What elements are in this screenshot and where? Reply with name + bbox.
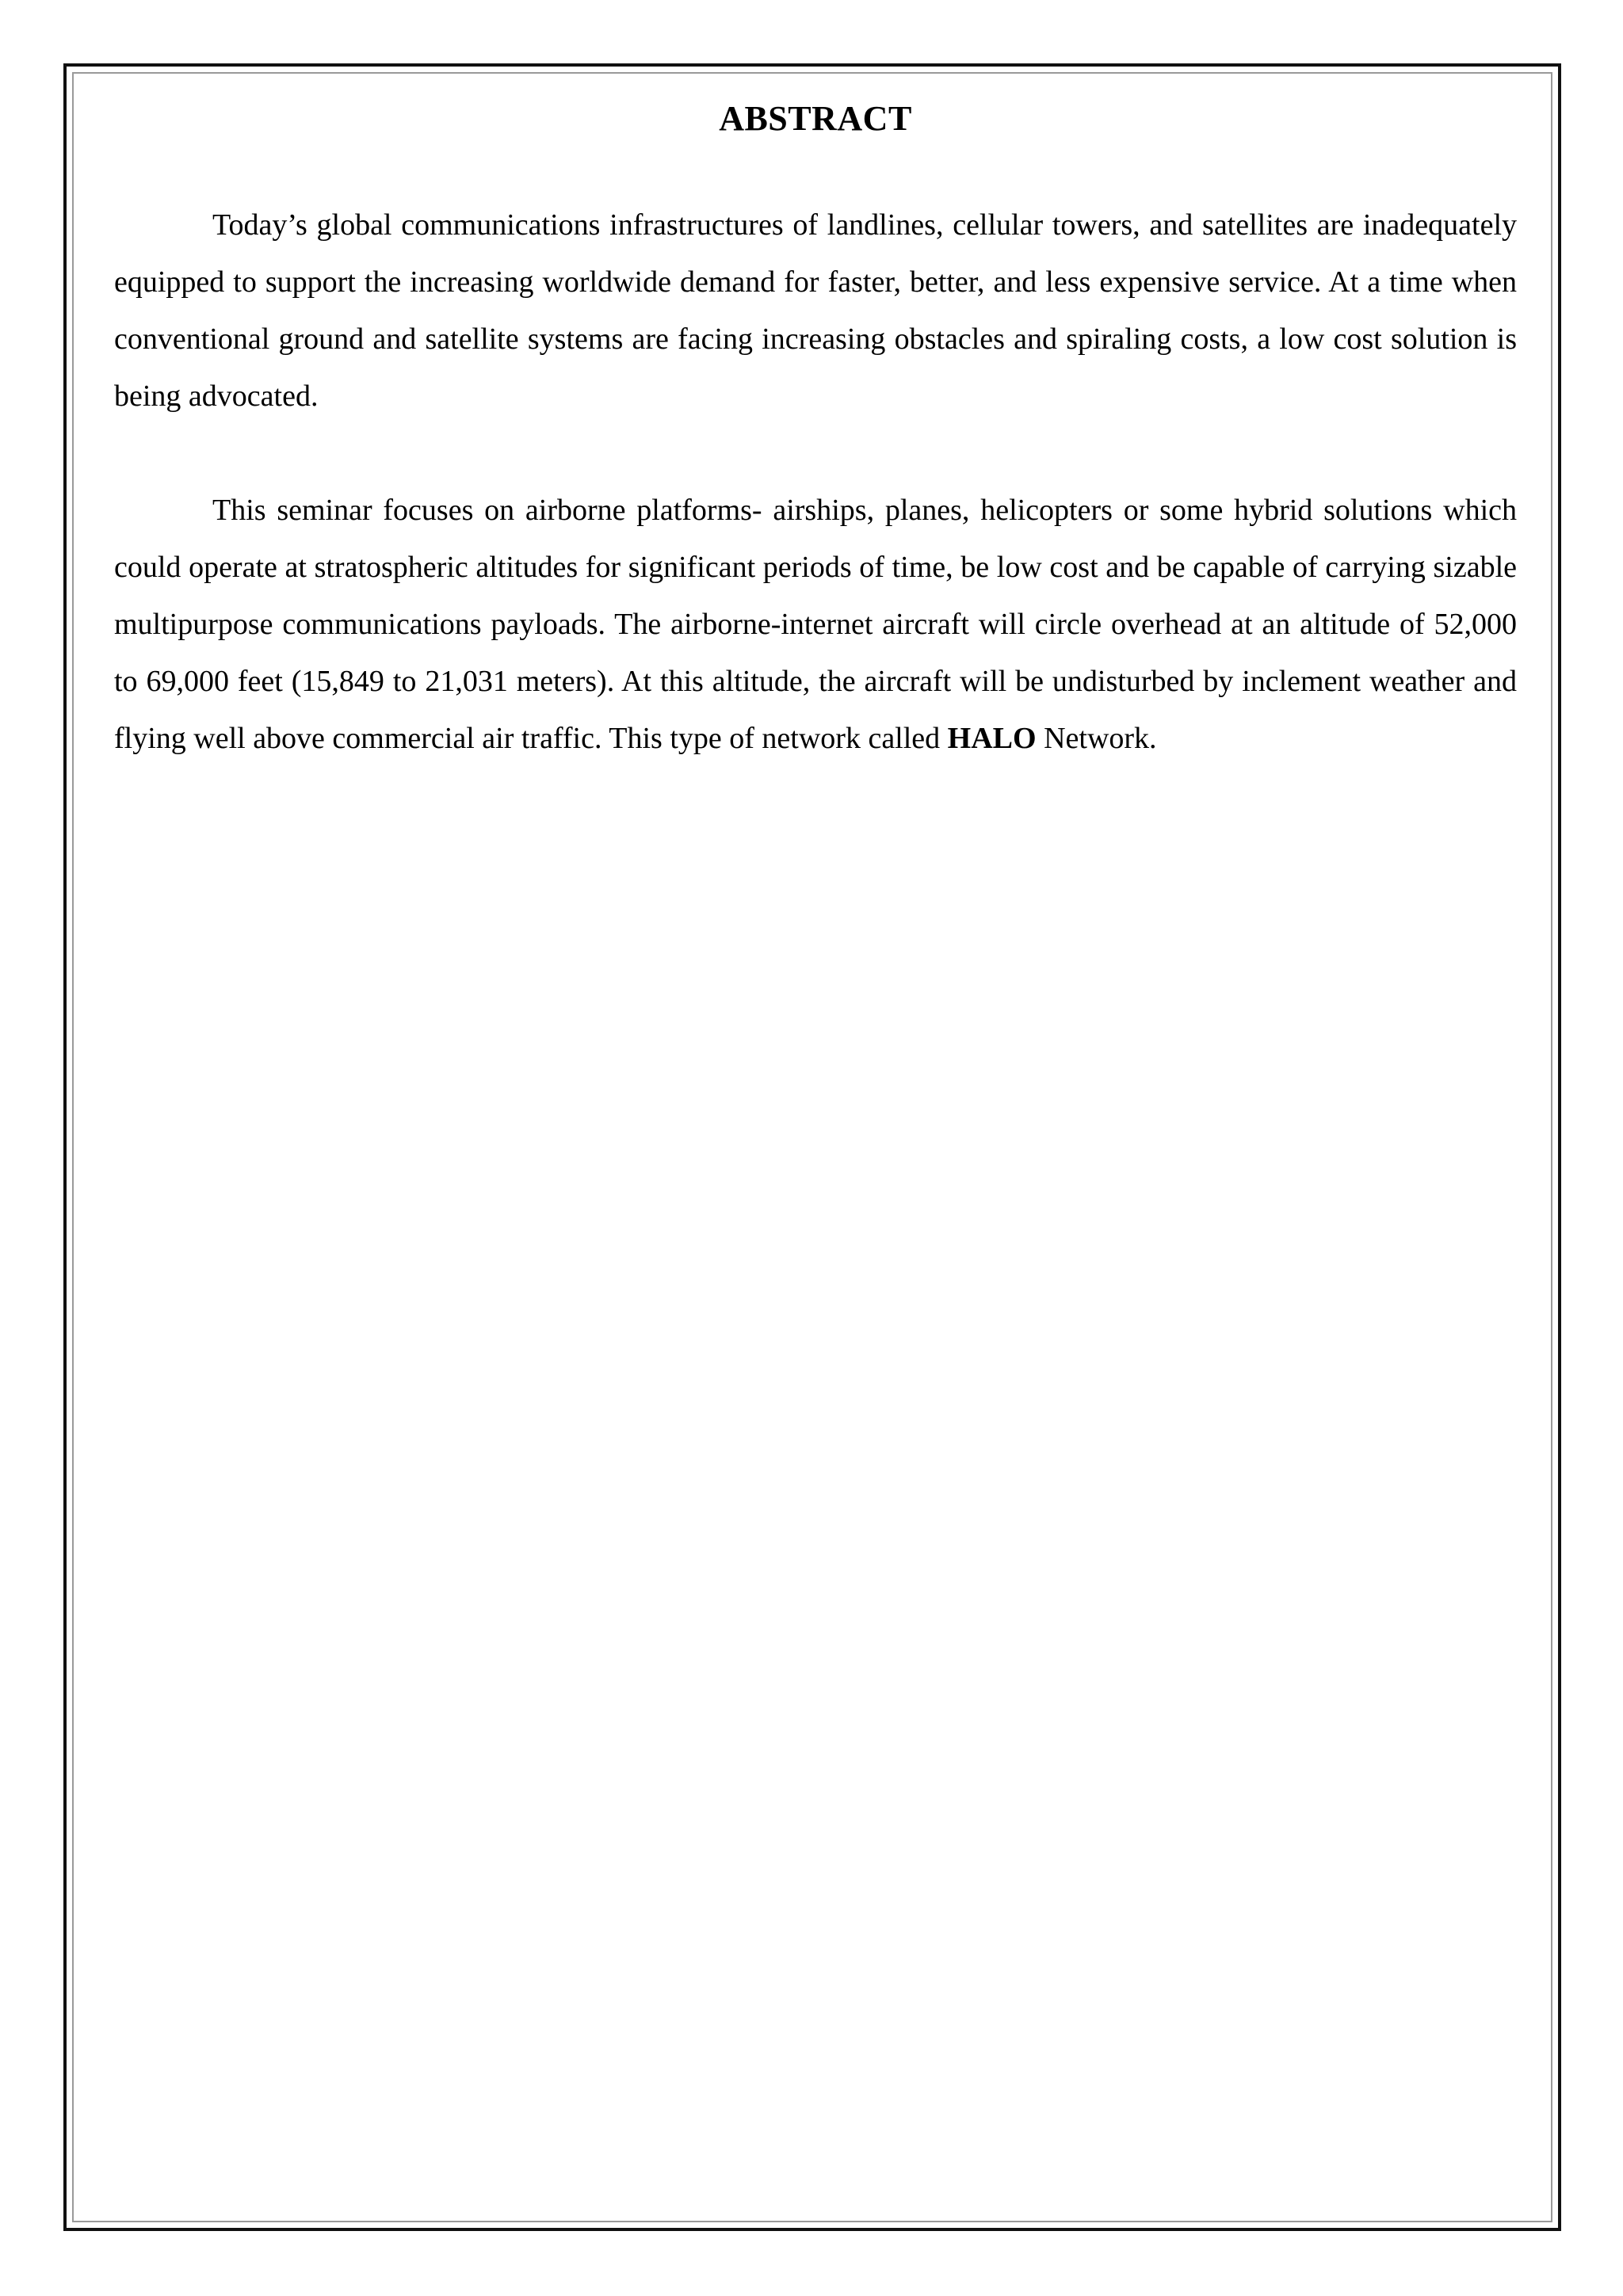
abstract-paragraph-1: Today’s global communications infrastructures of landlines, cellular towers, and satellites are inadequately equipped to support the increasing worldwide demand for faster, better, and less expensive service. At a time when conventional ground and satellite systems are facing increasing obstacles and spiraling costs, a low cost solution is being advocated. bbox=[114, 208, 1517, 413]
halo-term: HALO bbox=[947, 722, 1037, 755]
abstract-paragraph-2 bbox=[114, 482, 1517, 767]
abstract-title: ABSTRACT bbox=[719, 99, 912, 138]
paragraph-2-text-before: This seminar focuses on airborne platforms- airships, planes, helicopters or some hybrid solutions which could operate at stratospheric altitudes for significant periods of time, be low cost and be capable of carrying sizable multipurpose communications payloads. The airborne-internet aircraft will circle overhead at an altitude of 52,000 to 69,000 feet (15,849 to 21,031 meters). At this altitude, the aircraft will be undisturbed by inclement weather and flying well above commercial air traffic. This type of network called bbox=[114, 494, 1517, 755]
abstract-section bbox=[114, 95, 1517, 767]
paragraph-2-text-after: Network. bbox=[1036, 722, 1157, 755]
